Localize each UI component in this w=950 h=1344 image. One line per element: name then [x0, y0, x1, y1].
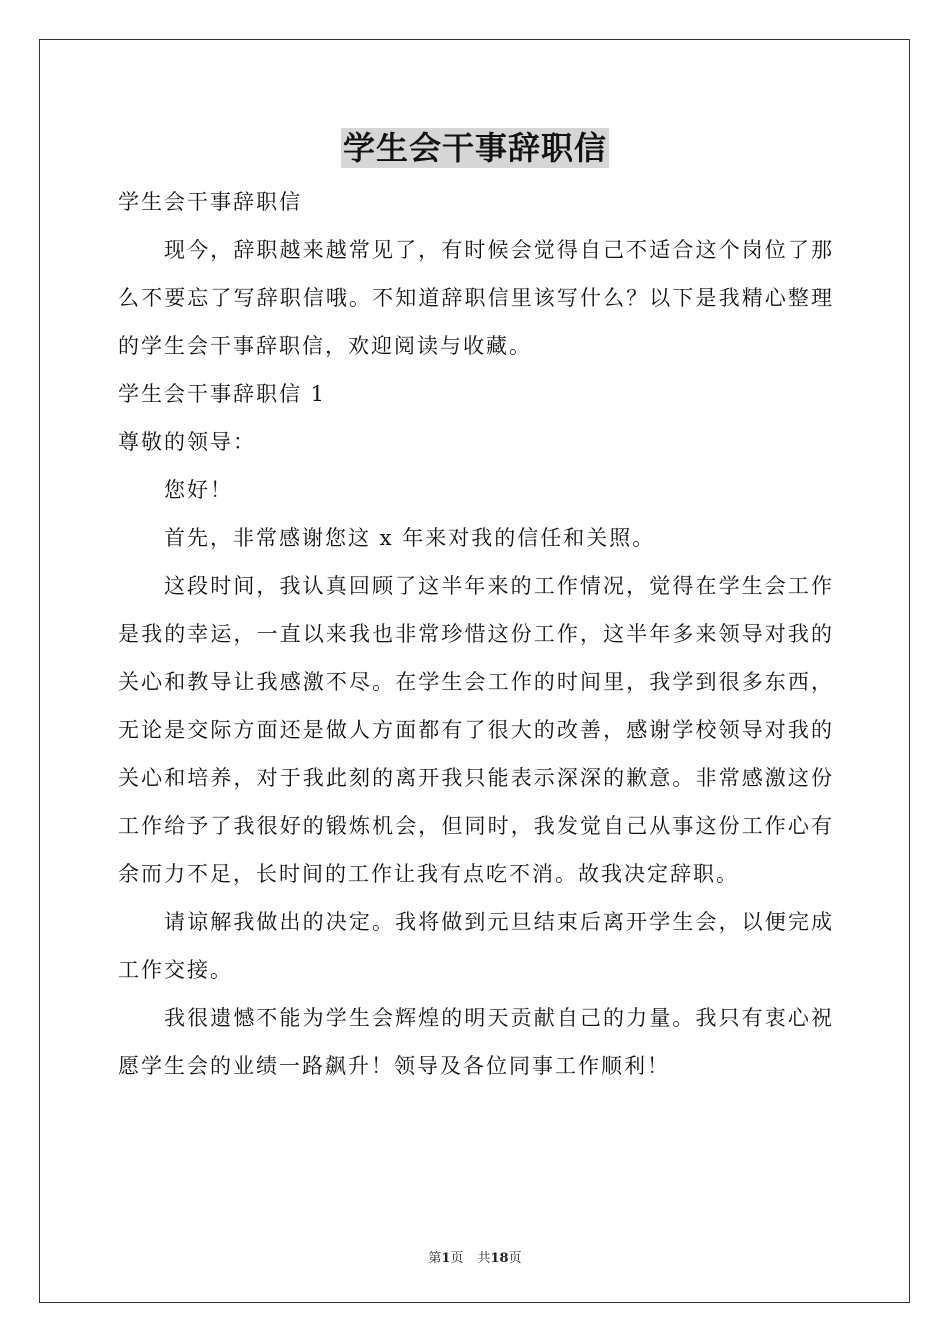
total-pages: 18 — [490, 1251, 509, 1266]
page-suffix: 页 — [450, 1251, 464, 1266]
total-prefix: 共 — [477, 1251, 491, 1266]
paragraph: 首先，非常感谢您这 x 年来对我的信任和关照。 — [164, 526, 656, 550]
paragraph: 现今，辞职越来越常见了，有时候会觉得自己不适合这个岗位了那么不要忘了写辞职信哦。不知道辞职信里该写什么？以下是我精心整理的学生会干事辞职信，欢迎阅读与收藏。 — [118, 238, 834, 358]
document-title: 学生会干事辞职信 — [342, 129, 607, 167]
title-container — [0, 128, 950, 168]
paragraph: 学生会干事辞职信 1 — [118, 382, 327, 406]
paragraph: 您好！ — [164, 478, 233, 502]
page-footer — [0, 1247, 950, 1266]
total-suffix: 页 — [508, 1251, 522, 1266]
paragraph: 尊敬的领导： — [118, 430, 256, 454]
paragraph: 这段时间，我认真回顾了这半年来的工作情况，觉得在学生会工作是我的幸运，一直以来我也非常珍惜这份工作，这半年多来领导对我的关心和教导让我感激不尽。在学生会工作的时间里，我学到很多东西，无论是交际方面还是做人方面都有了很大的改善，感谢学校领导对我的关心和培养，对于我此刻的离开我只能表示深深的歉意。非常感激这份工作给予了我很好的锻炼机会，但同时，我发觉自己从事这份工作心有余而力不足，长时间的工作让我有点吃不消。故我决定辞职。 — [118, 574, 834, 886]
page-prefix: 第 — [428, 1251, 442, 1266]
page-number: 1 — [441, 1251, 451, 1266]
document-body — [118, 178, 834, 1090]
paragraph: 学生会干事辞职信 — [118, 190, 302, 214]
paragraph: 请谅解我做出的决定。我将做到元旦结束后离开学生会，以便完成工作交接。 — [118, 910, 834, 982]
paragraph: 我很遗憾不能为学生会辉煌的明天贡献自己的力量。我只有衷心祝愿学生会的业绩一路飙升！领导及各位同事工作顺利！ — [118, 1006, 834, 1078]
